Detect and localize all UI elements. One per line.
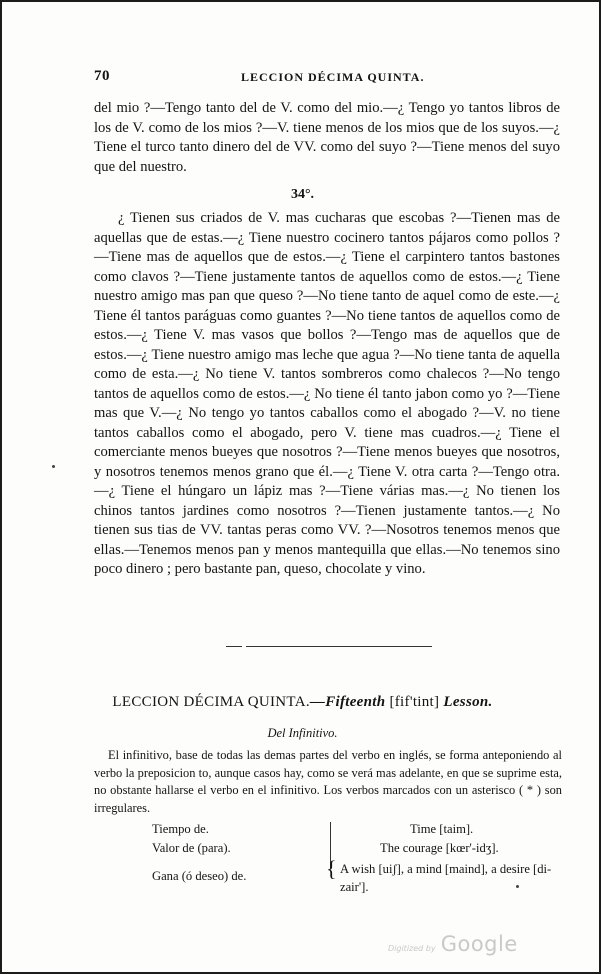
vocab-spanish: Gana (ó deseo) de. bbox=[152, 869, 247, 883]
vocab-spanish: Valor de (para). bbox=[152, 841, 231, 855]
speck bbox=[516, 885, 519, 888]
divider-long bbox=[246, 646, 432, 647]
running-head: LECCION DÉCIMA QUINTA. bbox=[241, 70, 425, 84]
lesson-title bbox=[2, 694, 601, 711]
vocabulary-list bbox=[152, 822, 572, 902]
watermark-prefix: Digitized by bbox=[388, 944, 436, 953]
lesson-title-spanish: LECCION DÉCIMA QUINTA. bbox=[112, 694, 310, 710]
brace-icon: { bbox=[326, 856, 337, 881]
lesson-title-english: —Fifteenth bbox=[309, 694, 386, 710]
lesson-title-lesson-word: Lesson. bbox=[443, 694, 493, 710]
intro-paragraph: El infinitivo, base de todas las demas partes del verbo en inglés, se forma anteponiendo al verbo la preposicion to, aunque casos hay, como se verá mas adelante, en que se suprime esta, no obstante hallarse el verbo en el infinitivo. Los verbos marcados con un asterisco ( * ) son irregulares. bbox=[94, 748, 562, 815]
google-logo: Google bbox=[440, 932, 518, 956]
divider-short bbox=[226, 646, 242, 647]
page-header bbox=[94, 68, 560, 88]
vocab-english: A wish [uiʃ], a mind [maind], a desire [di-zair']. bbox=[340, 862, 552, 894]
exercise-number: 34°. bbox=[290, 187, 315, 202]
lesson-subheading: Del Infinitivo. bbox=[267, 726, 338, 740]
vocab-english: The courage [kœr'-idʒ]. bbox=[380, 841, 499, 855]
exercise-paragraph: ¿ Tienen sus criados de V. mas cucharas que escobas ?—Tienen mas de aquellas que de estas.—¿ Tiene nuestro cocinero tantos pájaros como pollos ?—Tiene mas de aquellos que de estos.—¿ Tiene el carpintero tantos bastones como clavos ?—Tiene justamente tantos de aquellos como de estos.—¿ Tiene nuestro amigo mas pan que queso ?—No tiene tanto de aquel como de este.—¿ Tiene él tantos paráguas como guantes ?—No tiene tantos de aquellos como de estos.—¿ Tiene V. mas vasos que bollos ?—Tengo mas de aquellos que de estos.—¿ Tiene nuestro amigo mas leche que agua ?—No tiene tanta de aquella como de esta.—¿ No tiene V. tantos sombreros como chalecos ?—No tengo tantos de aquellos como de estos.—¿ No tiene él tanto jabon como yo ?—Tiene mas que V.—¿ No tengo yo tantos caballos como el abogado ?—V. no tiene tantos caballos como el abogado, pero V. tiene mas cuadros.—¿ Tiene el comerciante menos bueyes que nosotros ?—Tiene menos bueyes que nosotros, y nosotros tenemos menos grano que él.—¿ Tiene V. otra carta ?—Tengo otra.—¿ Tiene el húngaro un lápiz mas ?—Tiene várias mas.—¿ No tienen los chinos tantos jardines como nosotros ?—Tienen justamente tantos.—¿ No tienen sus tias de VV. tantas peras como VV. ?—Nosotros tenemos menos que ellas.—Tenemos menos pan y menos mantequilla que ellas.—No tenemos sino poco dinero ; pero bastante pan, queso, chocolate y vino. bbox=[94, 210, 560, 577]
vocab-spanish: Tiempo de. bbox=[152, 822, 209, 836]
page-number: 70 bbox=[94, 68, 110, 84]
continuation-paragraph: del mio ?—Tengo tanto del de V. como del mio.—¿ Tengo yo tantos libros de los de V. como de los mios ?—V. tiene menos de los mios que de los suyos.—¿ Tiene el turco tanto dinero del de VV. como del suyo ?—Tiene menos del suyo que del nuestro. bbox=[94, 100, 560, 175]
speck bbox=[52, 465, 55, 468]
digitized-watermark bbox=[388, 932, 518, 956]
lesson-title-pronunciation: [fif'tint] bbox=[389, 694, 440, 710]
vocab-english: Time [taim]. bbox=[410, 822, 474, 836]
